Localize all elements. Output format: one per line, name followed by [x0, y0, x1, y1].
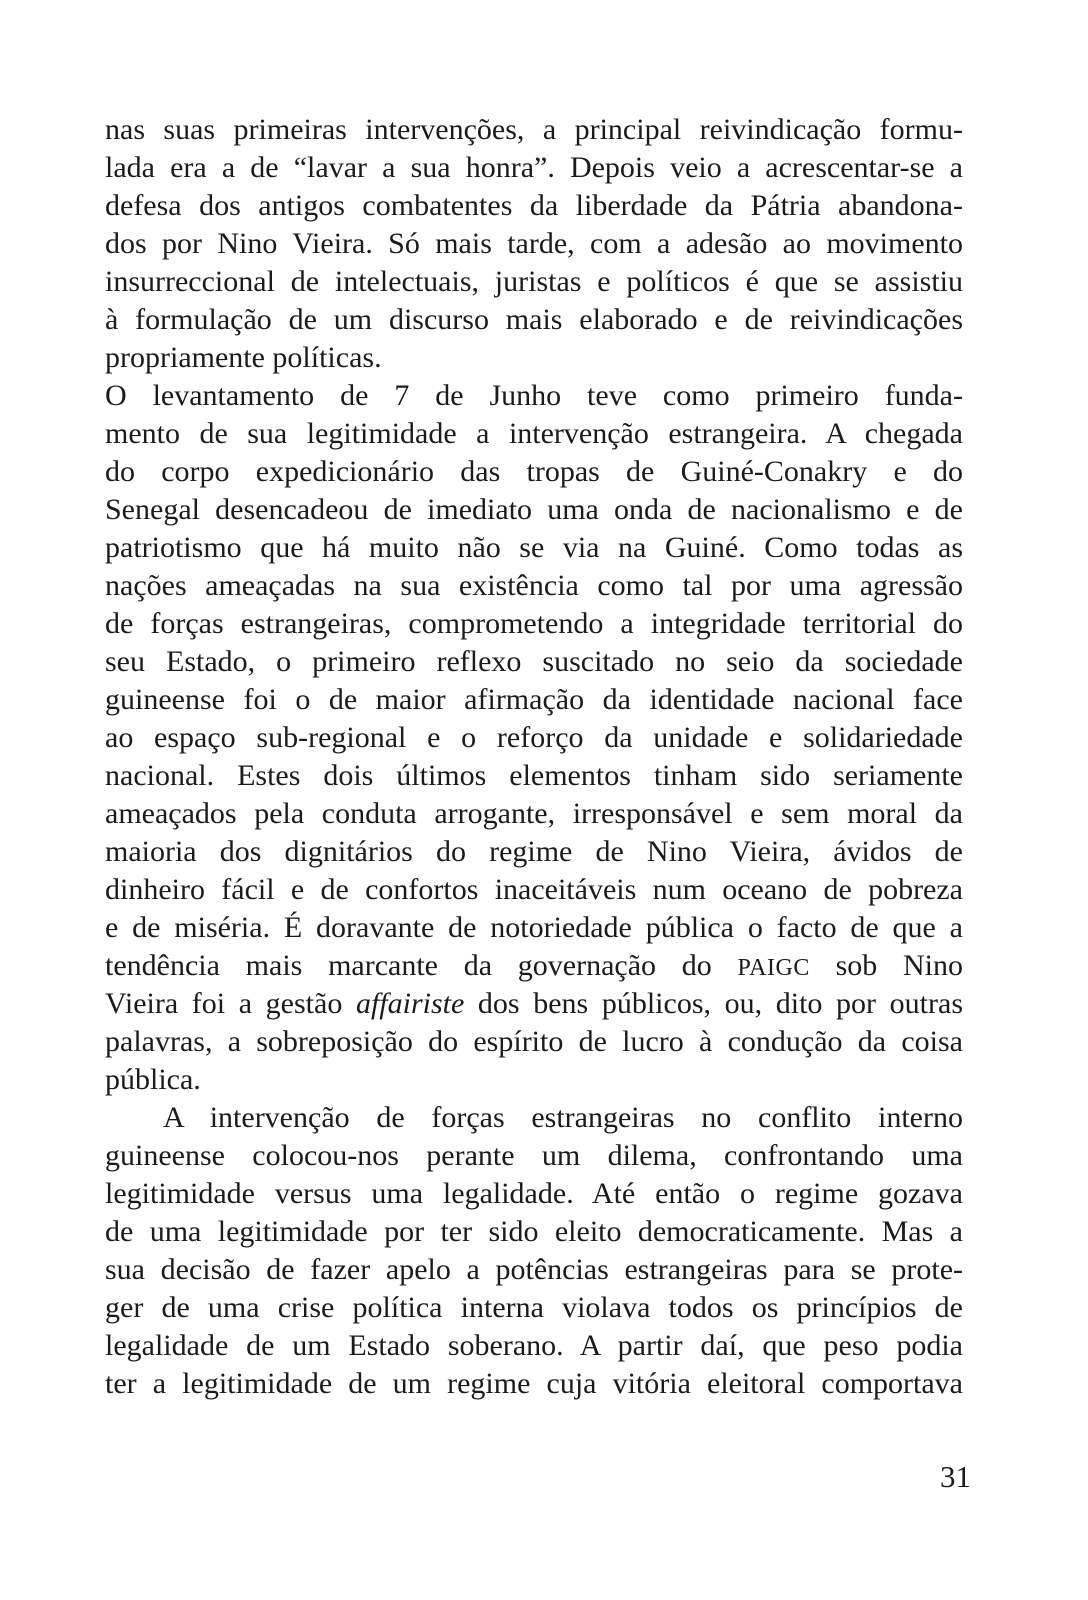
text-line: insurreccional de intelectuais, juristas e políticos é que se assistiu	[105, 265, 963, 298]
text-line: seu Estado, o primeiro reflexo suscitado no seio da sociedade	[105, 645, 963, 678]
text-line: Senegal desencadeou de imediato uma onda de nacionalismo e de	[105, 493, 963, 526]
text-line: dos por Nino Vieira. Só mais tarde, com a adesão ao movimento	[105, 227, 963, 260]
paragraph	[105, 1099, 963, 1403]
text-line: patriotismo que há muito não se via na Guiné. Como todas as	[105, 531, 963, 564]
text-line: A intervenção de forças estrangeiras no conflito interno	[163, 1101, 963, 1134]
text-line	[105, 947, 963, 985]
text-line: legalidade de um Estado soberano. A partir daí, que peso podia	[105, 1329, 963, 1362]
text-segment: tendência mais marcante da governação do	[105, 949, 738, 982]
text-line: do corpo expedicionário das tropas de Guiné-Conakry e do	[105, 455, 963, 488]
text-line: mento de sua legitimidade a intervenção estrangeira. A chegada	[105, 417, 963, 450]
paragraph	[105, 111, 963, 377]
text-line: de uma legitimidade por ter sido eleito democraticamente. Mas a	[105, 1215, 963, 1248]
text-line: ao espaço sub-regional e o reforço da unidade e solidariedade	[105, 721, 963, 754]
text-line: de forças estrangeiras, comprometendo a integridade territorial do	[105, 607, 963, 640]
text-line: maioria dos dignitários do regime de Nino Vieira, ávidos de	[105, 835, 963, 868]
text-line: nações ameaçadas na sua existência como tal por uma agressão	[105, 569, 963, 602]
text-line: palavras, a sobreposição do espírito de lucro à condução da coisa	[105, 1025, 963, 1058]
text-line: guineense colocou-nos perante um dilema, confrontando uma	[105, 1139, 963, 1172]
text-line: sua decisão de fazer apelo a potências estrangeiras para se prote-	[105, 1253, 963, 1286]
text-line: O levantamento de 7 de Junho teve como primeiro funda-	[105, 379, 963, 412]
text-line: guineense foi o de maior afirmação da identidade nacional face	[105, 683, 963, 716]
text-line: nacional. Estes dois últimos elementos tinham sido seriamente	[105, 759, 963, 792]
text-line: propriamente políticas.	[105, 341, 382, 374]
text-line: ger de uma crise política interna violava todos os princípios de	[105, 1291, 963, 1324]
text-line: pública.	[105, 1063, 201, 1096]
acronym-paigc: PAIGC	[737, 955, 810, 981]
paragraph	[105, 377, 963, 1099]
text-line: nas suas primeiras intervenções, a principal reivindicação formu-	[105, 113, 963, 146]
text-line: e de miséria. É doravante de notoriedade pública o facto de que a	[105, 911, 963, 944]
text-line	[105, 985, 963, 1023]
text-line: defesa dos antigos combatentes da liberdade da Pátria abandona-	[105, 189, 963, 222]
text-line: ter a legitimidade de um regime cuja vitória eleitoral comportava	[105, 1367, 963, 1400]
text-line: legitimidade versus uma legalidade. Até então o regime gozava	[105, 1177, 963, 1210]
text-line: ameaçados pela conduta arrogante, irresponsável e sem moral da	[105, 797, 963, 830]
italic-term: affairiste	[355, 987, 465, 1020]
text-segment: dos bens públicos, ou, dito por outras	[464, 987, 963, 1020]
text-line: lada era a de “lavar a sua honra”. Depois veio a acrescentar-se a	[105, 151, 963, 184]
text-segment: sob Nino	[809, 949, 963, 982]
text-line: dinheiro fácil e de confortos inaceitáveis num oceano de pobreza	[105, 873, 963, 906]
text-segment: Vieira foi a gestão	[105, 987, 356, 1020]
page-number: 31	[940, 1459, 971, 1494]
body-text	[105, 111, 963, 1403]
text-line: à formulação de um discurso mais elaborado e de reivindicações	[105, 303, 963, 336]
